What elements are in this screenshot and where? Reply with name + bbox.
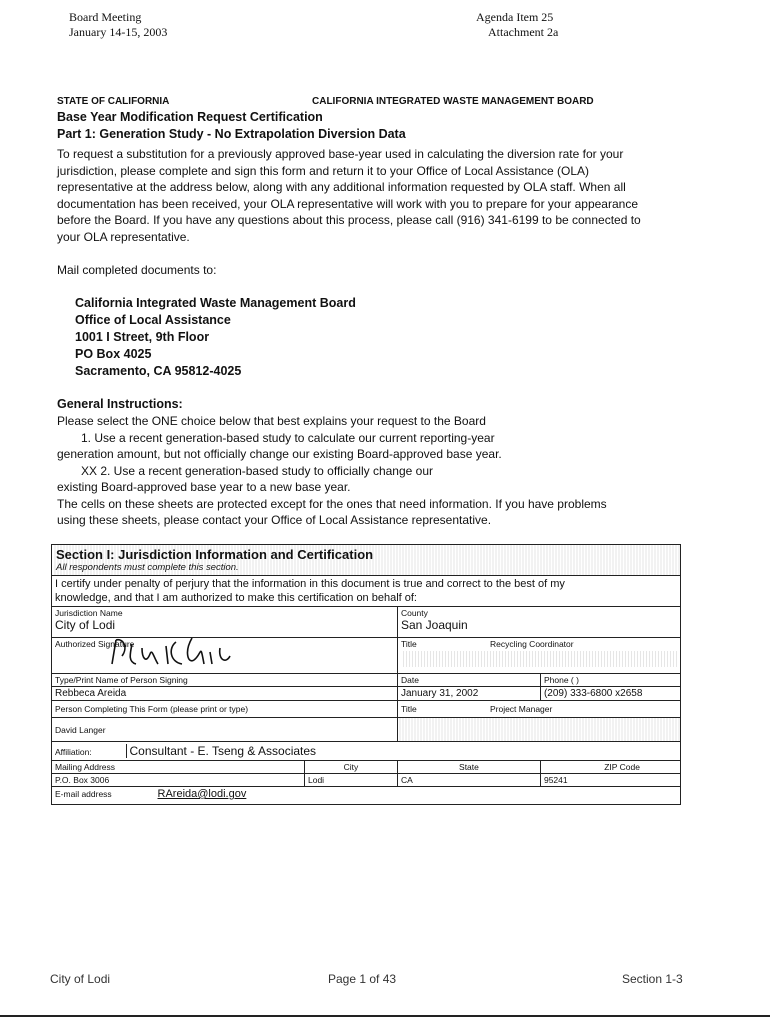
mailing-value[interactable]: P.O. Box 3006 <box>52 774 305 787</box>
phone-label: Phone ( ) <box>540 674 680 687</box>
attachment-label: Attachment 2a <box>488 25 559 39</box>
signature-label: Authorized Signature <box>55 639 135 649</box>
state-value[interactable]: CA <box>397 774 540 787</box>
city-value[interactable]: Lodi <box>305 774 398 787</box>
title2-shaded-area[interactable] <box>397 718 680 742</box>
handwritten-signature <box>102 634 302 668</box>
state-label: STATE OF CALIFORNIA <box>57 96 170 107</box>
county-cell[interactable] <box>397 607 680 638</box>
title2-cell <box>397 701 680 718</box>
county-value[interactable]: San Joaquin <box>400 618 468 632</box>
state-label-cell: State <box>397 761 540 774</box>
print-name-label: Type/Print Name of Person Signing <box>52 674 398 687</box>
section-title: Section I: Jurisdiction Information and Certification <box>56 547 374 562</box>
intro-line: To request a substitution for a previously approved base-year used in calculating the diversion rate for your <box>57 147 624 161</box>
title-value[interactable]: Recycling Coordinator <box>489 639 574 649</box>
intro-line: representative at the address below, along with any additional information requested by OLA staff. When all <box>57 180 626 194</box>
agency-label: CALIFORNIA INTEGRATED WASTE MANAGEMENT BOARD <box>312 96 594 107</box>
header-left <box>69 10 167 40</box>
cells-note-line2: using these sheets, please contact your Office of Local Assistance representative. <box>57 513 492 527</box>
cells-note-line1: The cells on these sheets are protected except for the ones that need information. If you have problems <box>57 496 607 511</box>
form-subtitle: Part 1: Generation Study - No Extrapolation Diversion Data <box>57 127 406 141</box>
email-value[interactable]: RAreida@lodi.gov <box>157 788 247 800</box>
footer-section: Section 1-3 <box>622 972 683 986</box>
option-2-line2: existing Board-approved base year to a new base year. <box>57 480 351 494</box>
completing-label: Person Completing This Form (please print or type) <box>52 701 398 718</box>
title-label: Title <box>400 639 417 649</box>
instructions-block <box>57 413 707 529</box>
section-header <box>52 545 681 576</box>
zip-value[interactable]: 95241 <box>540 774 680 787</box>
title-shaded-area <box>401 651 677 667</box>
certify-line2: knowledge, and that I am authorized to make this certification on behalf of: <box>55 592 417 604</box>
intro-line: your OLA representative. <box>57 229 190 244</box>
address-line: California Integrated Waste Management Board <box>75 296 356 310</box>
affiliation-cell[interactable] <box>52 742 681 761</box>
county-label: County <box>400 608 428 618</box>
completing-name[interactable]: David Langer <box>52 718 398 742</box>
email-label: E-mail address <box>55 789 112 799</box>
date-label: Date <box>397 674 540 687</box>
affiliation-value[interactable]: Consultant - E. Tseng & Associates <box>126 744 317 758</box>
city-label: City <box>305 761 398 774</box>
phone-value[interactable]: (209) 333-6800 x2658 <box>540 687 680 701</box>
certify-line1: I certify under penalty of perjury that the information in this document is true and correct to the best of my <box>55 578 565 590</box>
instructions-select: Please select the ONE choice below that best explains your request to the Board <box>57 414 486 428</box>
title2-value[interactable]: Project Manager <box>489 704 553 714</box>
zip-label: ZIP Code <box>540 761 680 774</box>
address-line: 1001 I Street, 9th Floor <box>75 330 210 344</box>
intro-paragraph <box>57 146 697 245</box>
option-2-line1[interactable]: XX 2. Use a recent generation-based study to officially change our <box>81 463 433 478</box>
form-title: Base Year Modification Request Certification <box>57 110 323 124</box>
meeting-name: Board Meeting <box>69 10 142 24</box>
option-1-line1[interactable]: 1. Use a recent generation-based study to calculate our current reporting-year <box>81 430 495 445</box>
intro-line: jurisdiction, please complete and sign this form and return it to your Office of Local Assistance (OLA) <box>57 163 590 178</box>
header-right <box>476 10 558 40</box>
bottom-rule <box>0 1015 770 1017</box>
footer-left: City of Lodi <box>50 972 111 986</box>
jurisdiction-form <box>51 544 681 805</box>
instructions-heading: General Instructions: <box>57 397 183 411</box>
mailing-address-block <box>75 295 356 380</box>
section-subtitle: All respondents must complete this section. <box>56 562 239 573</box>
title-cell[interactable] <box>397 638 680 674</box>
mailing-label: Mailing Address <box>52 761 305 774</box>
signature-cell[interactable] <box>52 638 398 674</box>
meeting-date: January 14-15, 2003 <box>69 25 168 39</box>
intro-line: before the Board. If you have any questions about this process, please call (916) 341-6199 to be connected to <box>57 213 641 227</box>
jurisdiction-value[interactable]: City of Lodi <box>55 618 116 632</box>
agenda-item: Agenda Item 25 <box>476 10 554 24</box>
certification-statement <box>52 576 681 607</box>
address-line: PO Box 4025 <box>75 347 152 361</box>
affiliation-label: Affiliation: <box>55 747 92 757</box>
jurisdiction-cell[interactable] <box>52 607 398 638</box>
date-value[interactable]: January 31, 2002 <box>397 687 540 701</box>
intro-line: documentation has been received, your OLA representative will work with you to prepare for your appearance <box>57 196 638 211</box>
footer-page-number: Page 1 of 43 <box>328 972 397 986</box>
option-1-line2: generation amount, but not officially change our existing Board-approved base year. <box>57 447 502 461</box>
email-cell[interactable] <box>52 787 681 805</box>
jurisdiction-label: Jurisdiction Name <box>55 608 123 618</box>
address-line: Sacramento, CA 95812-4025 <box>75 364 242 378</box>
address-line: Office of Local Assistance <box>75 313 231 327</box>
title2-label: Title <box>400 704 417 714</box>
signer-name[interactable]: Rebbeca Areida <box>52 687 398 701</box>
mail-label: Mail completed documents to: <box>57 263 217 277</box>
